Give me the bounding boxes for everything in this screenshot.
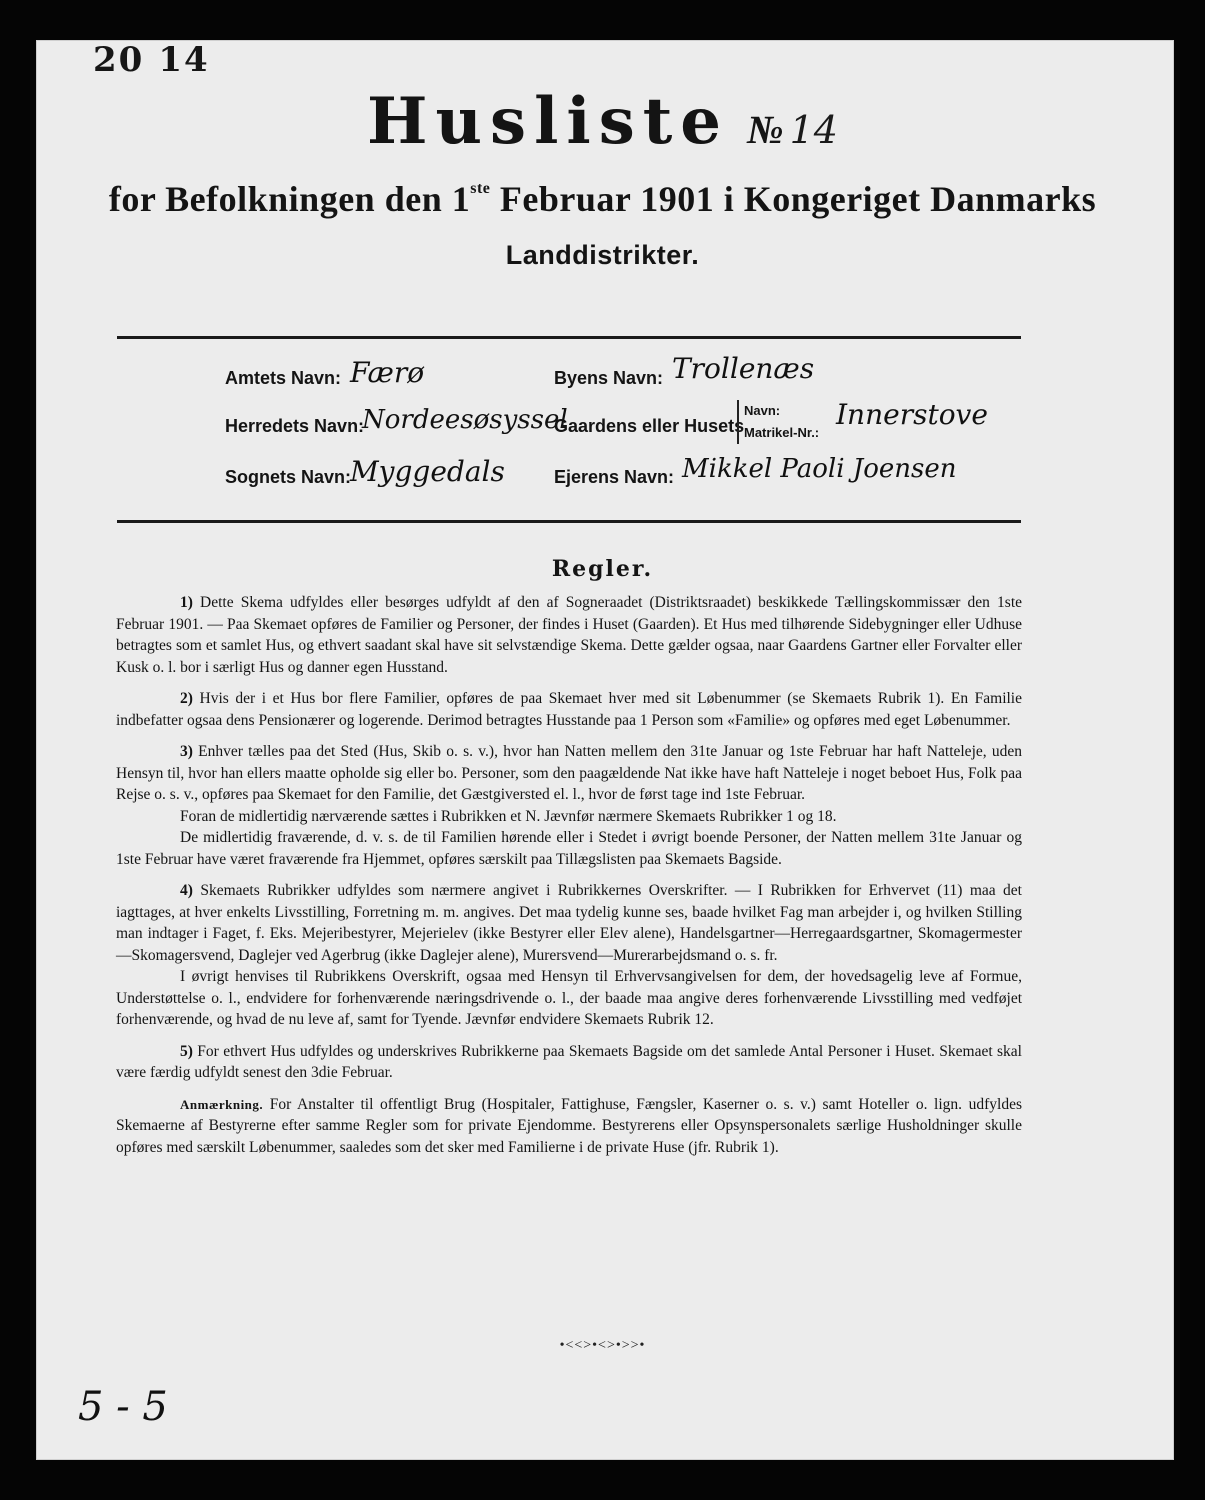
sogn-label: Sognets Navn:: [225, 467, 352, 487]
rule-3b: Foran de midlertidig nærværende sættes i Rubrikken et N. Jævnfør nærmere Skemaets Rubrikker 1 og 18.: [180, 807, 837, 825]
rule-3c: De midlertidig fraværende, d. v. s. de til Familien hørende eller i Stedet i øvrigt boende Personer, der Natten mellem 31te Januar og 1ste Februar have været fraværende fra Hjemmet, opføres særskilt paa Tillægslisten paa Skemaets Bagside.: [116, 829, 1022, 868]
amt-value: Færø: [350, 356, 425, 389]
top-divider: [117, 336, 1021, 339]
rule-4: [116, 880, 1022, 966]
rule-1: [116, 592, 1022, 678]
ref-number-a: 20: [93, 40, 145, 80]
form-subtitle: [0, 178, 1205, 220]
reference-number: [93, 40, 224, 80]
ref-number-b: 14: [158, 40, 210, 80]
ornament-divider: •<<>•<>•>>•: [559, 1338, 646, 1353]
rule-1-text: Dette Skema udfyldes eller besørges udfyldt af den af Sogneraadet (Distriktsraadet) beskikkede Tællingskommissær den 1ste Februar 1901. — Paa Skemaet opføres de Familier og Personer, der findes i Huset (Gaarden). Et Hus med tilhørende Sidebygninger eller Udhuse betragtes som et samlet Hus, og ethvert saadant skal have sit selvstændige Skema. Dette gælder ogsaa, naar Gaardens Gartner eller Forvalter eller Kusk o. l. bor i særligt Hus og danner egen Husstand.: [116, 594, 1023, 676]
gaard-sub-labels: [737, 400, 819, 444]
form-title: Husliste: [367, 84, 729, 159]
rule-2-text: Hvis der i et Hus bor flere Familier, opføres de paa Skemaet hver med sit Løbenummer (se Skemaets Rubrik 1). En Familie indbefatter ogsaa dens Pensionærer og logerende. Derimod betragtes Husstande paa 1 Person som «Familie» og opføres med eget Løbenummer.: [116, 690, 1022, 729]
gaard-matrikel-label: Matrikel-Nr.:: [744, 425, 820, 440]
herred-value: Nordeesøsyssel: [362, 405, 568, 435]
ejer-label: Ejerens Navn:: [554, 467, 675, 487]
rule-3-number: 3): [180, 743, 193, 760]
gaard-label: Gaardens eller Husets: [554, 416, 745, 436]
subtitle-pre: for Befolkningen den 1: [108, 179, 471, 219]
rule-2-number: 2): [180, 690, 193, 707]
rules-body: [116, 592, 1022, 1168]
rule-2: [116, 688, 1022, 731]
annotation-note: [116, 1094, 1022, 1159]
rules-heading: Regler.: [551, 556, 654, 582]
rule-3-text: Enhver tælles paa det Sted (Hus, Skib o. s. v.), hvor han Natten mellem den 31te Januar og 1ste Februar har haft Natteleje, uden Hensyn til, hvor han ellers maatte opholde sig eller bo. Personer, som den paagældende Nat ikke have haft Natteleje i noget beboet Hus, Folk paa Rejse o. s. v., opføres paa Skemaet for den Familie, det Gæstgiversted el. l., hvor de først tage ind 1ste Februar.: [116, 743, 1023, 803]
by-value: Trollenæs: [672, 352, 815, 385]
subtitle-post: Februar 1901 i Kongeriget Danmarks: [490, 179, 1097, 219]
rule-4-text: Skemaets Rubrikker udfyldes som nærmere angivet i Rubrikkernes Overskrifter. — I Rubrikken for Erhvervet (11) maa det iagttages, at hver enkelts Livsstilling, Forretning m. m. angives. Det maa tydelig kunne ses, baade hvilket Fag man arbejder i, og hvilken Stilling man indtager i Faget, f. Eks. Mejeribestyrer, Mejerielev (ikke Bestyrer eller Elev alene), Handelsgartner—Herregaardsgartner, Skomagermester—Skomagersvend, Daglejer ved Agerbrug (ikke Daglejer alene), Murersvend—Murerarbejdsmand o. s. fr.: [116, 882, 1022, 964]
house-list-number: 14: [789, 108, 838, 152]
gaard-navn-label: Navn:: [744, 403, 781, 418]
ejer-value: Mikkel Paoli Joensen: [682, 454, 957, 484]
rule-4b: I øvrigt henvises til Rubrikkens Overskrift, ogsaa med Hensyn til Erhvervsangivelsen for dem, der hovedsagelig leve af Formue, Understøttelse o. l., endvidere for forhenværende næringsdrivende o. l., der baade maa angive deres forhenværende Livsstilling med vedføjet forhenværende, og hvad de nu leve af, samt for Tyende. Jævnfør endvidere Skemaets Rubrik 12.: [116, 968, 1022, 1028]
rule-5-number: 5): [180, 1042, 193, 1060]
sogn-value: Myggedals: [350, 455, 505, 488]
rule-5: [116, 1041, 1022, 1084]
rule-5-text: For ethvert Hus udfyldes og underskrives Rubrikkerne paa Skemaets Bagside om det samlede Antal Personer i Huset. Skemaet skal være færdig udfyldt senest den 3die Februar.: [116, 1042, 1022, 1081]
herred-label: Herredets Navn:: [225, 416, 365, 436]
annotation-label: Anmærkning.: [180, 1096, 264, 1112]
gaard-value: Innerstove: [836, 398, 988, 431]
by-label: Byens Navn:: [554, 368, 664, 388]
district-heading: Landdistrikter.: [505, 240, 700, 270]
title-row: [0, 84, 1205, 159]
rule-4-number: 4): [180, 882, 193, 899]
handwritten-bottom-note: 5 - 5: [78, 1384, 168, 1430]
subtitle-sup: ste: [470, 180, 491, 197]
number-sign: №: [747, 107, 784, 152]
annotation-text: For Anstalter til offentligt Brug (Hospitaler, Fattighuse, Fængsler, Kaserner o. s. v.) samt Hoteller o. lign. udfyldes Skemaerne af Bestyrerne efter samme Regler som for private Ejendomme. Bestyrerens eller Opsynspersonalets særlige Husholdninger skulle opføres med særskilt Løbenummer, saaledes som det sker med Familierne i de private Huse (jfr. Rubrik 1).: [116, 1095, 1023, 1156]
amt-label: Amtets Navn:: [225, 368, 342, 388]
rule-3: [116, 741, 1022, 806]
rule-1-number: 1): [180, 594, 193, 611]
bottom-divider: [117, 520, 1021, 523]
